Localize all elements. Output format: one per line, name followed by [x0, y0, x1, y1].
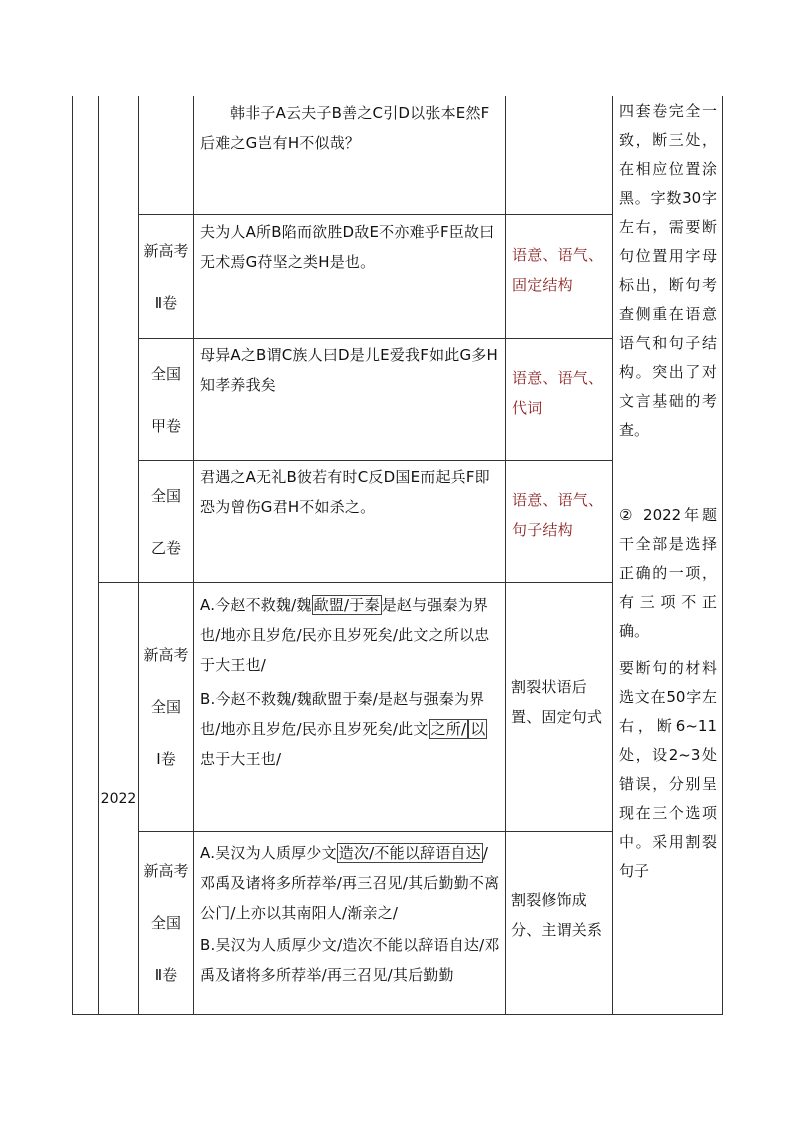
table-border-right	[722, 96, 723, 1015]
row2-feature: 语意、语气、固定结构	[512, 246, 604, 294]
boxed-segment: 歃盟/于秦	[313, 596, 380, 614]
table-line-col5	[612, 96, 613, 1015]
boxed-segment: 以	[470, 720, 486, 738]
paper-label: 全国	[150, 364, 181, 383]
option-a: A.吴汉为人质厚少文 造次/不能以辞语自达 /邓禹及诸将多所荐举/再三召见/其后勤勤不离公门/上亦以其南阳人/渐亲之/	[200, 844, 500, 922]
paper-label: 全国	[150, 486, 181, 505]
row3-sentence: 母异A之B谓C族人曰D是儿E爱我F如此G多H知孝养我矣	[200, 346, 498, 394]
note-1: 四套卷完全一致，断三处，在相应位置涂黑。字数30字左右，需要断句位置用字母标出，断句考查侧重在语意语气和句子结构。突出了对文言基础的考查。	[619, 102, 717, 439]
row3-paper	[139, 339, 193, 460]
row4-feature: 语意、语气、句子结构	[512, 491, 604, 539]
boxed-segment: 之所/	[430, 720, 467, 738]
table-row-line-1	[138, 214, 612, 215]
row5-paper	[139, 583, 193, 831]
year-cell	[99, 583, 138, 1014]
year-label: 2022	[100, 790, 137, 807]
row1-sentence: 韩非子A云夫子B善之C引D以张本E然F后难之G岂有H不似哉？	[200, 104, 490, 152]
paper-label: 新高考	[143, 646, 189, 664]
paper-label: 全国	[150, 698, 181, 716]
row5-options	[200, 590, 502, 774]
paper-label: 甲卷	[150, 416, 181, 435]
paper-label: Ⅱ卷	[154, 966, 178, 984]
table-border-left	[72, 96, 73, 1015]
row6-feature: 割裂修饰成分、主谓关系	[511, 891, 603, 939]
row2-sentence: 夫为人A所B陷而欲胜D敌E不亦难乎F臣故曰无术焉G苻坚之类H是也。	[200, 223, 495, 271]
notes-column	[619, 97, 717, 1013]
option-b: B.吴汉为人质厚少文/造次不能以辞语自达/邓禹及诸将多所荐举/再三召见/其后勤勤	[200, 936, 500, 984]
table-row-line-2	[138, 338, 612, 339]
table-border-bottom	[72, 1014, 723, 1015]
table-line-col3	[193, 96, 194, 1015]
paper-label: 乙卷	[150, 538, 181, 557]
note-2: ② 2022年题干全部是选择正确的一项，有三项不正确。	[619, 506, 717, 640]
row4-paper	[139, 461, 193, 582]
row2-paper	[139, 215, 193, 338]
row6-paper	[139, 832, 193, 1014]
table-row-line-3	[138, 460, 612, 461]
option-b: B.今赵不救魏/魏歃盟于秦/是赵与强秦为界也/地亦且岁危/民亦且岁死矣/此文 之所/ 以忠于大王也/	[200, 690, 486, 768]
row4-sentence: 君遇之A无礼B彼若有时C反D国E而起兵F即恐为曾伤G君H不如杀之。	[200, 468, 490, 516]
paper-label: Ⅰ卷	[156, 750, 176, 768]
note-3: 要断句的材料选文在50字左右，断6~11处，设2~3处错误，分别呈现在三个选项中。采用割裂句子	[619, 659, 717, 880]
paper-label: 新高考	[143, 241, 189, 260]
row3-feature: 语意、语气、代词	[512, 369, 604, 417]
boxed-segment: 造次/不能以辞语自达	[338, 844, 481, 862]
table-line-col4	[505, 96, 506, 1015]
paper-label: Ⅱ卷	[154, 293, 178, 312]
row5-feature: 割裂状语后置、固定句式	[511, 678, 603, 726]
paper-label: 全国	[150, 914, 181, 932]
row6-options	[200, 838, 502, 1014]
table-row-line-5	[138, 831, 612, 832]
option-a: A.今赵不救魏/魏 歃盟/于秦 是赵与强秦为界也/地亦且岁危/民亦且岁死矣/此文之所以忠于大王也/	[200, 596, 490, 674]
paper-label: 新高考	[143, 862, 189, 880]
